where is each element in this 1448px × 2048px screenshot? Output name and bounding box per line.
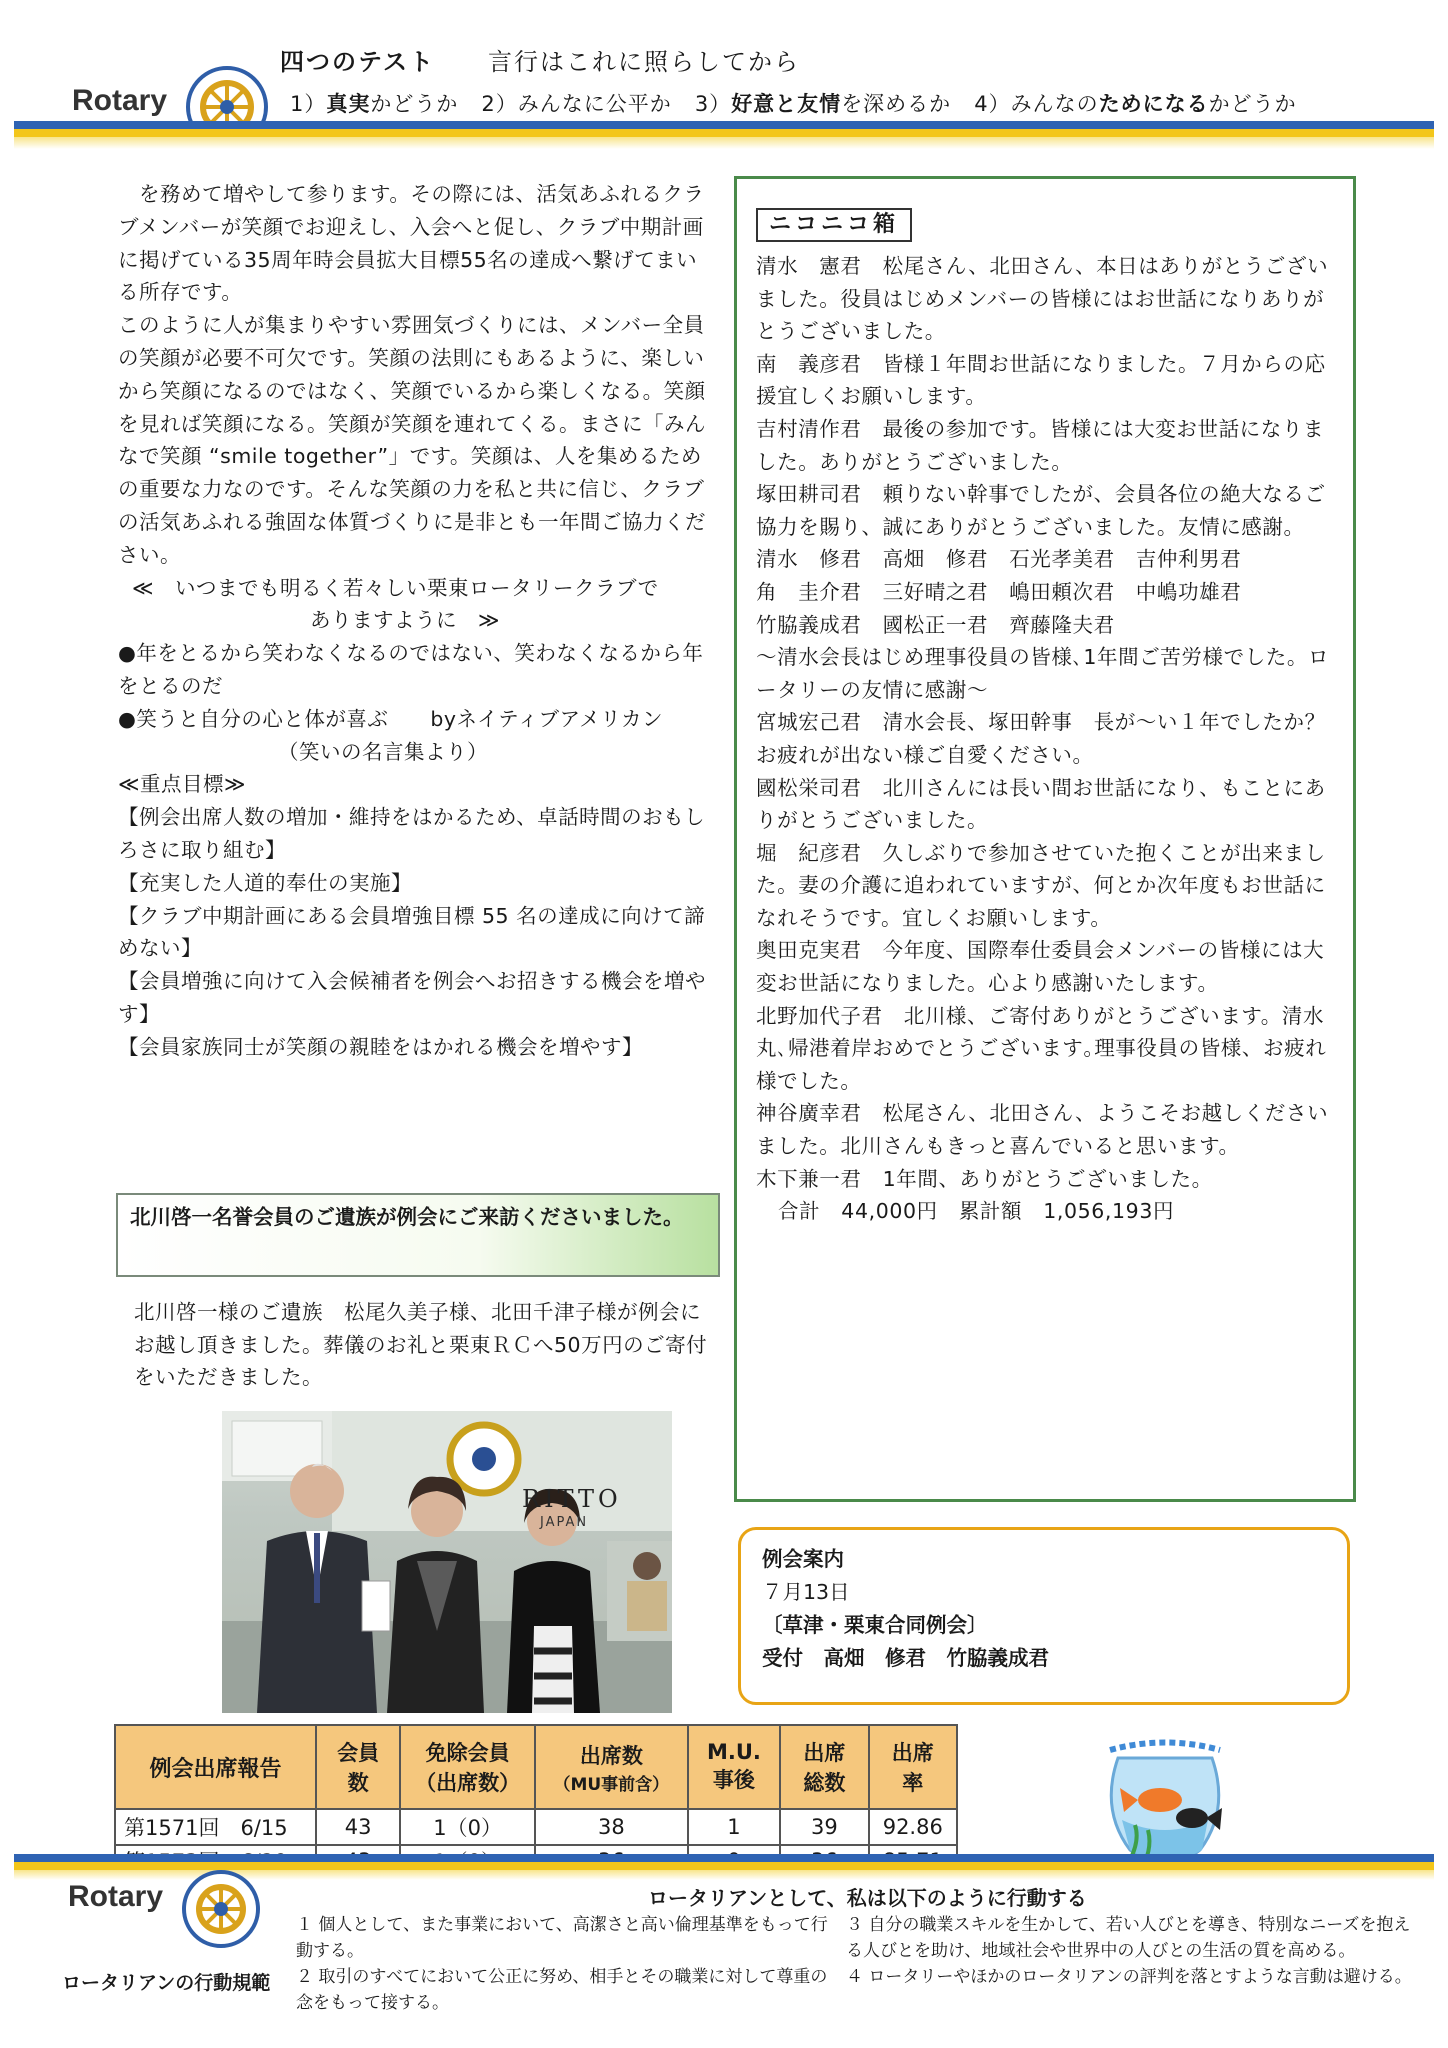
attendance-header-cell: 例会出席報告 — [115, 1725, 316, 1809]
attendance-header-cell: 会員 数 — [316, 1725, 400, 1809]
president-message — [118, 178, 718, 1064]
focus-item: 【充実した人道的奉仕の実施】 — [118, 870, 412, 895]
focus-item: 【会員家族同士が笑顔の親睦をはかれる機会を増やす】 — [118, 1034, 643, 1059]
attendance-header-cell: 出席数 （MU事前含） — [535, 1725, 688, 1809]
four-way-test-title: 四つのテスト — [280, 48, 436, 76]
attendance-cell: 38 — [535, 1809, 688, 1845]
message-paragraph-1: を務めて増やして参ります。その際には、活気あふれるクラブメンバーが笑顔でお迎えし、入会へと促し、クラブ中期計画に掲げている35周年時会員拡大目標55名の達成へ繋げてまいる所存です。 — [118, 182, 705, 305]
attendance-row — [115, 1809, 957, 1845]
quote-2-source: （笑いの名言集より） — [278, 739, 488, 764]
header-stripe-blue — [14, 121, 1434, 129]
niko-entry: 塚田耕司君 頼りない幹事でしたが、会員各位の絶大なるご協力を賜り、誠にありがとうございました。友情に感謝。 — [756, 482, 1326, 539]
niko-total: 合計 44,000円 累計額 1,056,193円 — [778, 1199, 1175, 1224]
niko-entry: 國松栄司君 北川さんには長い間お世話になり、もことにありがとうございました。 — [756, 775, 1326, 833]
attendance-header-cell: 免除会員 （出席数） — [400, 1725, 535, 1809]
niko-entry: 吉村清作君 最後の参加です。皆様には大変お世話になりました。ありがとうございました。 — [756, 416, 1325, 474]
visit-text: 北川啓一様のご遺族 松尾久美子様、北田千津子様が例会にお越し頂きました。葬儀のお礼と栗東ＲＣへ50万円のご寄付をいただきました。 — [134, 1300, 708, 1389]
footer-stripe-blue — [14, 1854, 1434, 1862]
code-item: ４ ロータリーやほかのロータリアンの評判を落とすような言動は避ける。 — [846, 1967, 1412, 1987]
meeting-guide — [762, 1543, 1332, 1675]
attendance-cell: 1（0） — [400, 1809, 535, 1845]
meeting-date: ７月13日 — [762, 1580, 850, 1604]
niko-entry: 奥田克実君 今年度、国際奉仕委員会メンバーの皆様には大変お世話になりました。心より感謝いたします。 — [756, 938, 1325, 996]
attendance-cell: 39 — [780, 1809, 868, 1845]
attendance-header-cell: 出席 率 — [869, 1725, 957, 1809]
header-brand: Rotary — [72, 84, 168, 117]
focus-item: 【クラブ中期計画にある会員増強目標 55 名の達成に向けて諦めない】 — [118, 903, 706, 961]
attendance-header-row — [115, 1725, 957, 1809]
attendance-header-cell: M.U. 事後 — [688, 1725, 780, 1809]
motto-line-2: ありますように ≫ — [310, 608, 500, 633]
photo-sign-text: RITTO — [522, 1485, 622, 1513]
niko-entry: 南 義彦君 皆様１年間お世話になりました。７月からの応援宜しくお願いします。 — [756, 351, 1326, 409]
meeting-reception: 受付 高畑 修君 竹脇義成君 — [762, 1646, 1049, 1670]
visit-photo — [222, 1411, 672, 1713]
niko-entry: 堀 紀彦君 久しぶりで参加させていた抱くことが出来ました。妻の介護に追われていますが、何とか次年度もお世話になれそうです。宜しくお願いします。 — [756, 840, 1326, 930]
niko-entry: 宮城宏己君 清水会長、塚田幹事 長が〜い１年でしたか？お疲れが出ない様ご自愛ください。 — [756, 710, 1326, 767]
niko-entry: 木下兼一君 1年間、ありがとうございました。 — [756, 1166, 1213, 1191]
niko-niko-title: ニコニコ箱 — [756, 208, 912, 242]
footer-rotary-wheel-logo — [182, 1870, 260, 1948]
quote-2: ●笑うと自分の心と体が喜ぶ byネイティブアメリカン — [118, 706, 664, 731]
footer-title: ロータリアンとして、私は以下のように行動する — [648, 1886, 1087, 1910]
footer-brand: Rotary — [68, 1880, 164, 1913]
code-item: ２ 取引のすべてにおいて公正に努め、相手とその職業に対して尊重の念をもって接する。 — [296, 1967, 828, 2013]
four-way-test-items: 1）真実かどうか 2）みんなに公平か 3）好意と友情を深めるか 4）みんなのためになるかどうか — [290, 92, 1297, 116]
niko-names-line: 竹脇義成君 國松正一君 齊藤隆夫君 — [756, 612, 1115, 637]
footer-items-right — [846, 1912, 1420, 1990]
niko-entry: 神谷廣幸君 松尾さん、北田さん、ようこそお越しくださいました。北川さんもきっと喜んでいると思います。 — [756, 1101, 1329, 1159]
niko-niko-entries — [756, 250, 1340, 1228]
attendance-cell: 43 — [316, 1809, 400, 1845]
focus-item: 【例会出席人数の増加・維持をはかるため、卓話時間のおもしろさに取り組む】 — [118, 805, 706, 862]
header-stripe-yellow — [14, 129, 1434, 137]
niko-names-line: 角 圭介君 三好晴之君 嶋田頼次君 中嶋功雄君 — [756, 579, 1242, 604]
focus-item: 【会員増強に向けて入会候補者を例会へお招きする機会を増やす】 — [118, 969, 706, 1026]
four-way-test-subtitle: 言行はこれに照らしてから — [488, 48, 800, 76]
header-stripe-fade — [14, 137, 1434, 149]
niko-entry: 北野加代子君 北川様、ご寄付ありがとうございます。清水丸､帰港着岸おめでとうございます｡理事役員の皆様、お疲れ様でした。 — [756, 1003, 1327, 1093]
message-paragraph-2: このように人が集まりやすい雰囲気づくりには、メンバー全員の笑顔が必要不可欠です。笑顔の法則にもあるように、楽しいから笑顔になるのではなく、笑顔でいるから楽しくなる。笑顔を見れば笑顔になる。笑顔が笑顔を連れてくる。まさに「みんなで笑顔 “smile together”」です。笑顔は、人を集めるための重要な力なのです。そんな笑顔の力を私と共に信じ、クラブの活気あふれる強固な体質づくりに是非とも一年間ご協力ください。 — [118, 313, 706, 567]
photo-illustration — [222, 1411, 672, 1713]
meeting-event: 〔草津・栗東合同例会〕 — [762, 1613, 988, 1637]
code-item: １ 個人として、また事業において、高潔さと高い倫理基準をもって行動する。 — [296, 1915, 828, 1961]
attendance-cell: 第1571回 6/15 — [115, 1809, 316, 1845]
footer-caption: ロータリアンの行動規範 — [62, 1972, 271, 1994]
focus-title: ≪重点目標≫ — [118, 772, 246, 797]
attendance-cell: 92.86 — [869, 1809, 957, 1845]
visit-banner: 北川啓一名誉会員のご遺族が例会にご来訪くださいました。 — [116, 1193, 720, 1277]
meeting-title: 例会案内 — [762, 1547, 844, 1571]
footer-stripe-yellow — [14, 1862, 1434, 1870]
attendance-header-cell: 出席 総数 — [780, 1725, 868, 1809]
motto-line-1: ≪ いつまでも明るく若々しい栗東ロータリークラブで — [132, 575, 659, 600]
niko-entry: 清水 憲君 松尾さん、北田さん、本日はありがとうございました。役員はじめメンバーの皆様にはお世話になりありがとうございました。 — [756, 254, 1329, 344]
footer-items-left — [296, 1912, 834, 2016]
niko-names-line: 清水 修君 高畑 修君 石光孝美君 吉仲利男君 — [756, 547, 1242, 572]
code-item: ３ 自分の職業スキルを生かして、若い人びとを導き、特別なニーズを抱える人びとを助け、地域社会や世界中の人びとの生活の質を高める。 — [846, 1915, 1411, 1961]
attendance-cell: 1 — [688, 1809, 780, 1845]
photo-sign-text-2: JAPAN — [540, 1515, 589, 1530]
quote-1: ●年をとるから笑わなくなるのではない、笑わなくなるから年をとるのだ — [118, 641, 704, 698]
niko-group-message: 〜清水会長はじめ理事役員の皆様､1年間ご苦労様でした。ロータリーの友情に感謝〜 — [756, 645, 1330, 702]
